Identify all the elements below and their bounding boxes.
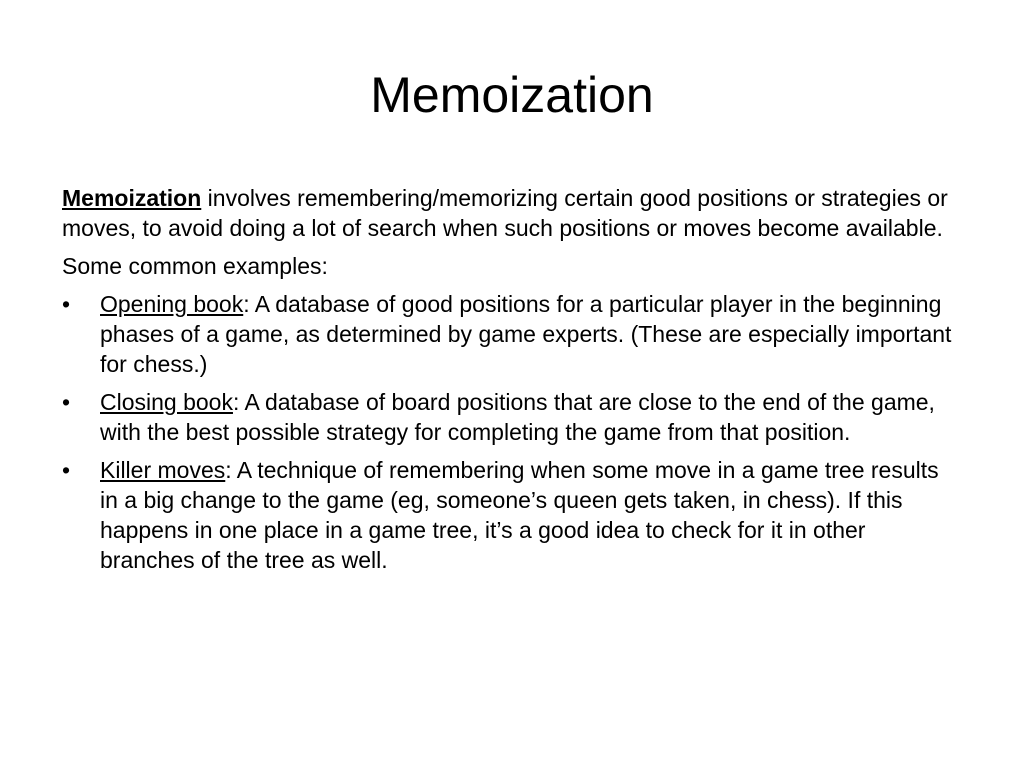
list-item-closing-book <box>62 387 962 447</box>
list-item-killer-moves <box>62 455 962 575</box>
bullet-icon: • <box>62 389 71 415</box>
bullet-icon: • <box>62 291 71 317</box>
examples-heading: Some common examples: <box>62 253 328 279</box>
slide-body <box>62 183 962 583</box>
bullet-icon: • <box>62 457 71 483</box>
intro-term: Memoization <box>62 185 202 211</box>
intro-text: involves remembering/memorizing certain good positions or strategies or moves, to avoid doing a lot of search when such positions or moves become available. <box>62 185 948 241</box>
bullet-term: Closing book <box>100 389 233 415</box>
bullet-text: : A technique of remembering when some move in a game tree results in a big change to the game (eg, someone’s queen gets taken, in chess). If this happens in one place in a game tree, it’s a good idea to check for it in other branches of the tree as well. <box>100 457 939 573</box>
bullet-term: Killer moves <box>100 457 226 483</box>
intro-paragraph <box>62 183 962 243</box>
slide-title: Memoization <box>370 67 654 123</box>
bullet-text: : A database of board positions that are close to the end of the game, with the best possible strategy for completing the game from that position. <box>100 389 935 445</box>
list-item-opening-book <box>62 289 962 379</box>
bullet-term: Opening book <box>100 291 244 317</box>
examples-list <box>62 289 962 575</box>
bullet-text: : A database of good positions for a particular player in the beginning phases of a game, as determined by game experts. (These are especially important for chess.) <box>100 291 952 377</box>
